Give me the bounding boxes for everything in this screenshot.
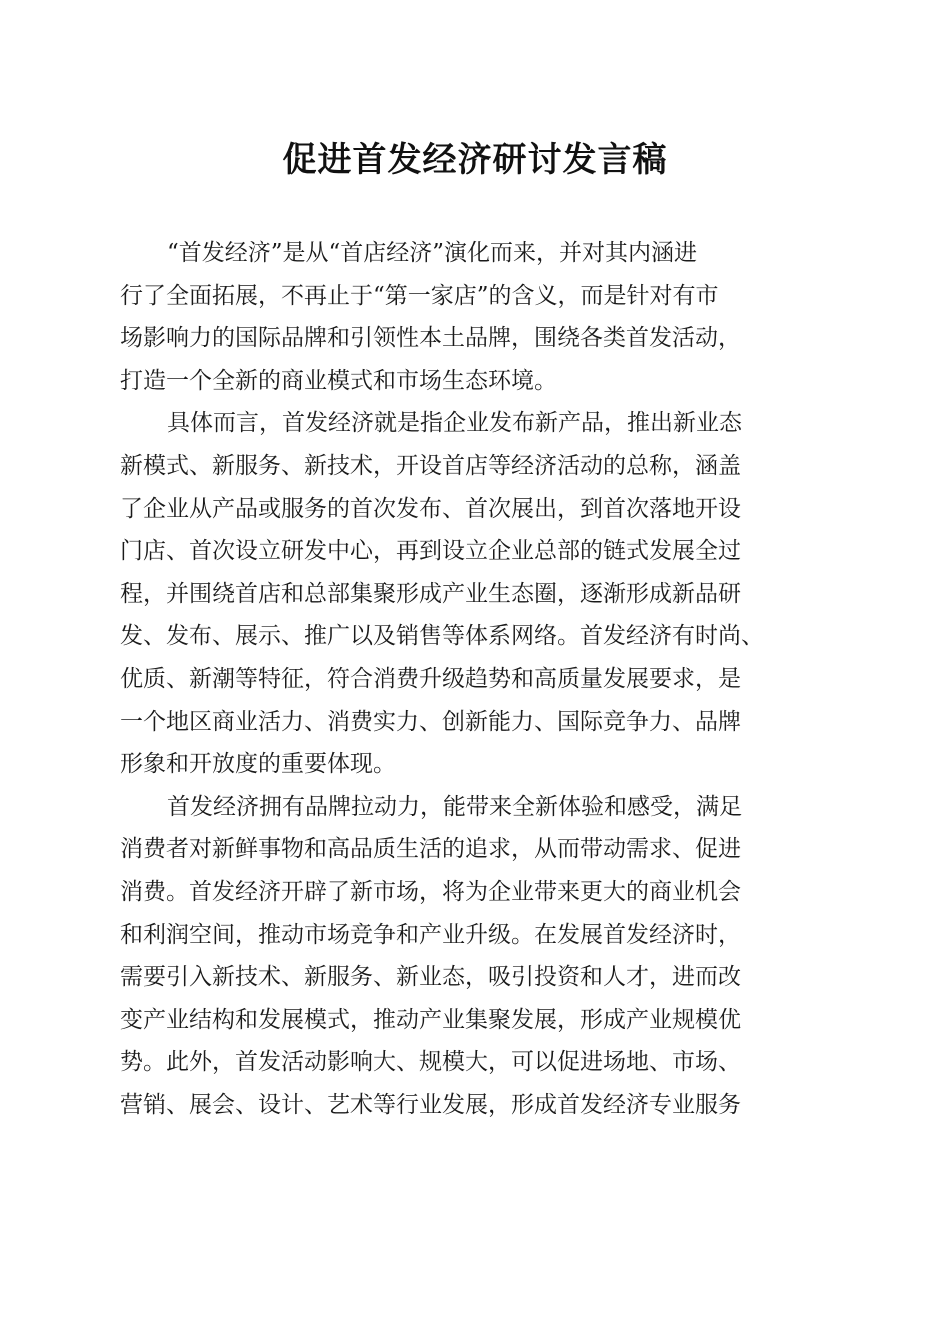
text-line: 消费者对新鲜事物和高品质生活的追求，从而带动需求、促进 bbox=[120, 836, 741, 863]
text-line: 门店、首次设立研发中心，再到设立企业总部的链式发展全过 bbox=[120, 538, 741, 565]
paragraph-3 bbox=[120, 786, 832, 1127]
text-line: 具体而言，首发经济就是指企业发布新产品，推出新业态 bbox=[167, 410, 742, 437]
document-body bbox=[120, 232, 832, 1126]
text-line: 势。此外，首发活动影响大、规模大，可以促进场地、市场、 bbox=[120, 1049, 741, 1076]
text-line: 打造一个全新的商业模式和市场生态环境。 bbox=[120, 367, 557, 394]
text-line: 优质、新潮等特征，符合消费升级趋势和高质量发展要求，是 bbox=[120, 665, 741, 692]
text-line: “首发经济”是从“首店经济”演化而来，并对其内涵进 bbox=[167, 240, 698, 266]
paragraph-1 bbox=[120, 232, 832, 402]
text-line: 程，并围绕首店和总部集聚形成产业生态圈，逐渐形成新品研 bbox=[120, 580, 741, 607]
text-line: 首发经济拥有品牌拉动力，能带来全新体验和感受，满足 bbox=[167, 793, 742, 820]
text-line: 变产业结构和发展模式，推动产业集聚发展，形成产业规模优 bbox=[120, 1006, 741, 1033]
text-line: 消费。首发经济开辟了新市场，将为企业带来更大的商业机会 bbox=[120, 878, 741, 905]
document-title: 促进首发经济研讨发言稿 bbox=[282, 140, 668, 180]
paragraph-2 bbox=[120, 402, 832, 785]
text-line: 需要引入新技术、新服务、新业态，吸引投资和人才，进而改 bbox=[120, 964, 741, 991]
text-line: 了企业从产品或服务的首次发布、首次展出，到首次落地开设 bbox=[120, 495, 741, 522]
text-line: 场影响力的国际品牌和引领性本土品牌，围绕各类首发活动， bbox=[120, 325, 741, 352]
text-line: 行了全面拓展，不再止于“第一家店”的含义，而是针对有市 bbox=[120, 282, 719, 309]
text-line: 发、发布、展示、推广以及销售等体系网络。首发经济有时尚、 bbox=[120, 623, 764, 650]
text-line: 和利润空间，推动市场竞争和产业升级。在发展首发经济时， bbox=[120, 921, 741, 948]
text-line: 营销、展会、设计、艺术等行业发展，形成首发经济专业服务 bbox=[120, 1091, 741, 1118]
text-line: 新模式、新服务、新技术，开设首店等经济活动的总称，涵盖 bbox=[120, 452, 741, 479]
text-line: 一个地区商业活力、消费实力、创新能力、国际竞争力、品牌 bbox=[120, 708, 741, 735]
text-line: 形象和开放度的重要体现。 bbox=[120, 751, 396, 778]
